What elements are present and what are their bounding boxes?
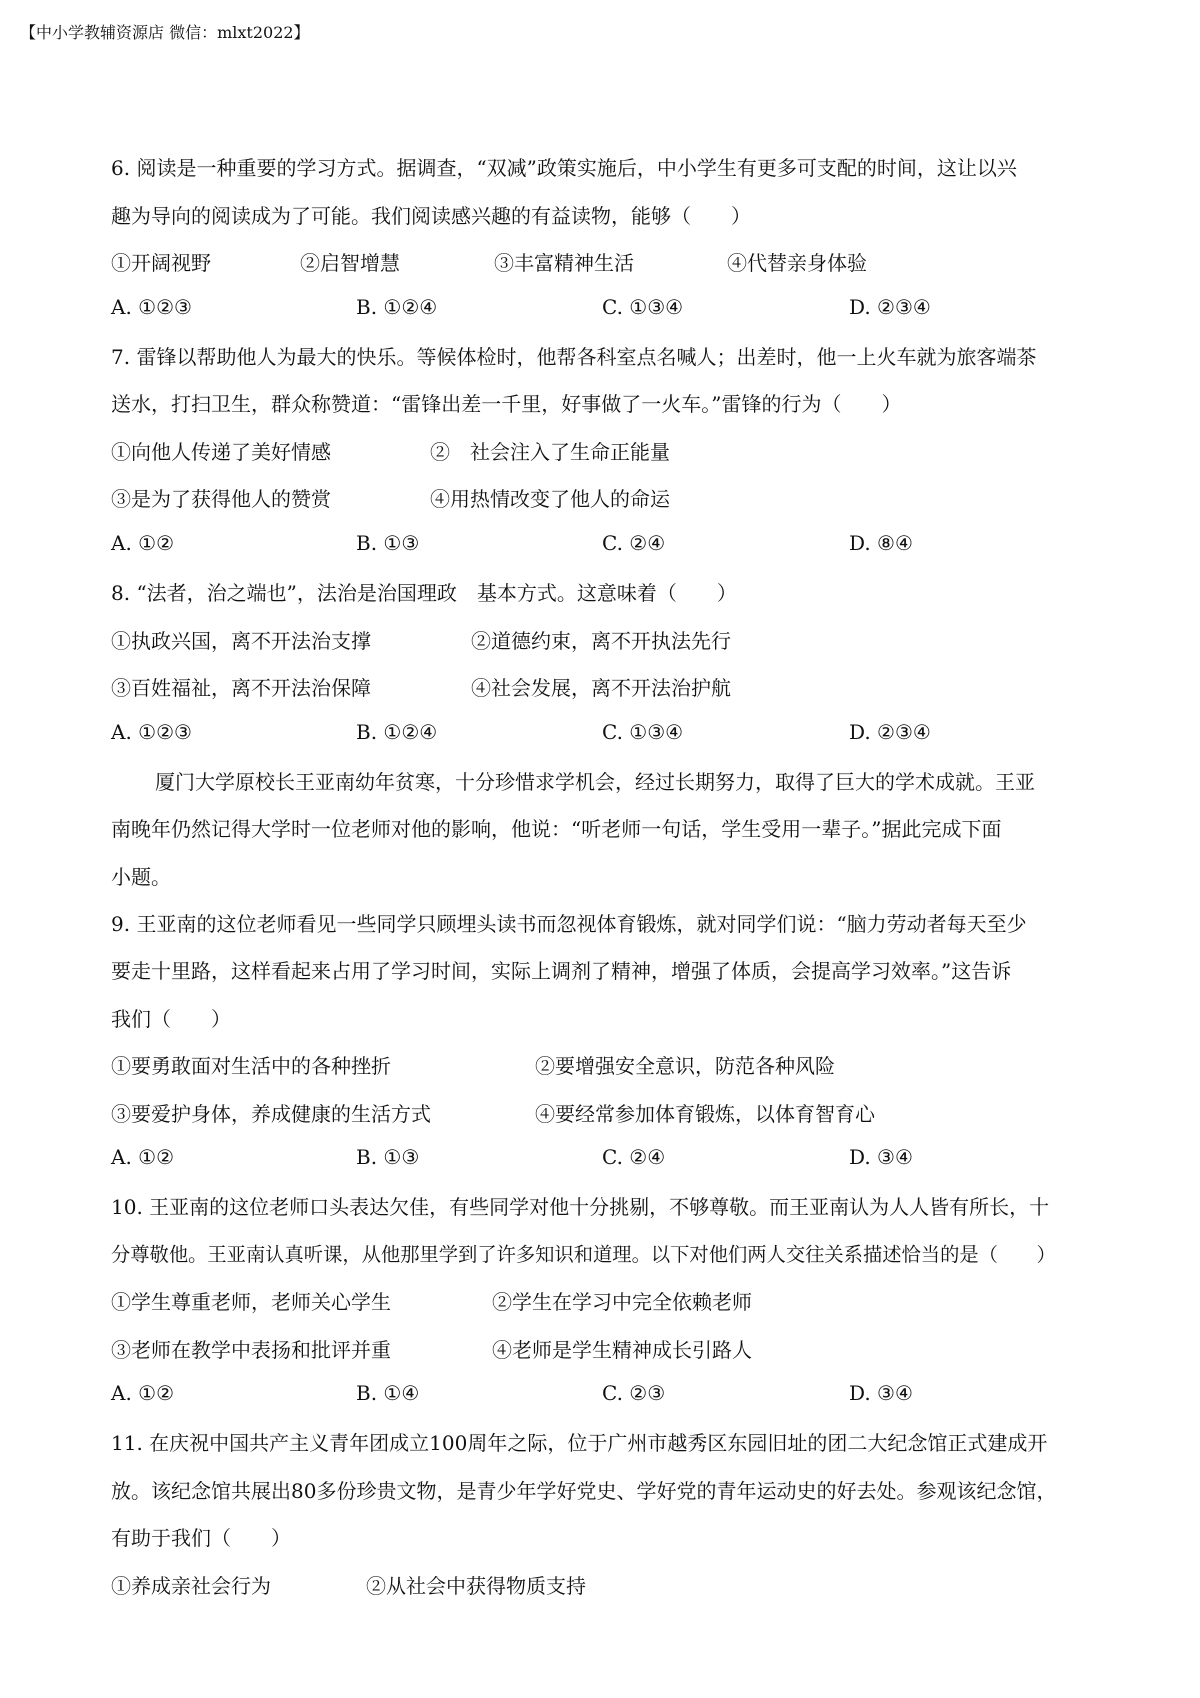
q11-options-row1 [0, 1570, 1200, 1600]
q8-option-2: ②道德约束，离不开执法先行 [471, 629, 731, 653]
q10-choice-a: A. ①② [111, 1381, 175, 1405]
q9-option-1: ①要勇敢面对生活中的各种挫折 [111, 1054, 391, 1078]
q7-choices-row [0, 531, 1200, 561]
passage-line1: 厦门大学原校长王亚南幼年贫寒，十分珍惜求学机会，经过长期努力，取得了巨大的学术成就。王亚 [155, 770, 1035, 794]
q10-option-2: ②学生在学习中完全依赖老师 [492, 1290, 752, 1314]
q11-stem-line3: 有助于我们（ ） [111, 1526, 291, 1550]
q8-choices-row [0, 720, 1200, 750]
q7-option-2: ② 社会注入了生命正能量 [430, 440, 670, 464]
q10-option-3: ③老师在教学中表扬和批评并重 [111, 1338, 391, 1362]
q10-options-row1 [0, 1286, 1200, 1316]
q9-choice-b: B. ①③ [356, 1145, 420, 1169]
q7-stem-line2: 送水，打扫卫生，群众称赞道：“雷锋出差一千里，好事做了一火车。”雷锋的行为（ ） [111, 392, 902, 416]
q7-options-row1 [0, 436, 1200, 466]
q9-choice-a: A. ①② [111, 1145, 175, 1169]
q10-choices-row [0, 1381, 1200, 1411]
passage-line3: 小题。 [111, 865, 171, 889]
q10-options-row2 [0, 1334, 1200, 1364]
q6-choice-b: B. ①②④ [356, 295, 438, 319]
q6-choice-d: D. ②③④ [849, 295, 931, 319]
q6-stem-line2: 趣为导向的阅读成为了可能。我们阅读感兴趣的有益读物，能够（ ） [111, 204, 751, 228]
q10-choice-d: D. ③④ [849, 1381, 913, 1405]
q11-stem-line2: 放。该纪念馆共展出80多份珍贵文物，是青少年学好党史、学好党的青年运动史的好去处。参观该纪念馆， [111, 1479, 1057, 1503]
q7-choice-a: A. ①② [111, 531, 175, 555]
q8-option-1: ①执政兴国，离不开法治支撑 [111, 629, 371, 653]
q10-choice-c: C. ②③ [602, 1381, 666, 1405]
q9-stem-line3: 我们（ ） [111, 1007, 231, 1031]
q7-choice-d: D. ⑧④ [849, 531, 913, 555]
q6-option-4: ④代替亲身体验 [727, 251, 867, 275]
q8-choice-d: D. ②③④ [849, 720, 931, 744]
q9-choice-d: D. ③④ [849, 1145, 913, 1169]
q10-choice-b: B. ①④ [356, 1381, 420, 1405]
q7-options-row2 [0, 483, 1200, 513]
passage-line2: 南晚年仍然记得大学时一位老师对他的影响，他说：“听老师一句话，学生受用一辈子。”据此完成下面 [111, 817, 1002, 841]
q11-option-1: ①养成亲社会行为 [111, 1574, 271, 1598]
q9-choices-row [0, 1145, 1200, 1175]
q7-stem-line1: 7. 雷锋以帮助他人为最大的快乐。等候体检时，他帮各科室点名喊人；出差时，他一上火车就为旅客端茶 [111, 345, 1037, 369]
q11-stem-line1: 11. 在庆祝中国共产主义青年团成立100周年之际，位于广州市越秀区东园旧址的团二大纪念馆正式建成开 [111, 1431, 1048, 1455]
q6-option-1: ①开阔视野 [111, 251, 211, 275]
q7-choice-b: B. ①③ [356, 531, 420, 555]
q9-options-row2 [0, 1098, 1200, 1128]
q7-choice-c: C. ②④ [602, 531, 666, 555]
q10-option-1: ①学生尊重老师，老师关心学生 [111, 1290, 391, 1314]
q6-option-3: ③丰富精神生活 [494, 251, 634, 275]
q6-choice-c: C. ①③④ [602, 295, 684, 319]
q8-choice-a: A. ①②③ [111, 720, 192, 744]
q8-options-row1 [0, 625, 1200, 655]
q6-option-2: ②启智增慧 [300, 251, 400, 275]
q6-choice-a: A. ①②③ [111, 295, 192, 319]
q7-option-1: ①向他人传递了美好情感 [111, 440, 331, 464]
q11-option-2: ②从社会中获得物质支持 [366, 1574, 586, 1598]
q9-stem-line1: 9. 王亚南的这位老师看见一些同学只顾埋头读书而忽视体育锻炼，就对同学们说：“脑力劳动者每天至少 [111, 912, 1027, 936]
q8-choice-b: B. ①②④ [356, 720, 438, 744]
q9-choice-c: C. ②④ [602, 1145, 666, 1169]
q9-stem-line2: 要走十里路，这样看起来占用了学习时间，实际上调剂了精神，增强了体质，会提高学习效率。”这告诉 [111, 959, 1012, 983]
q10-stem-line1: 10. 王亚南的这位老师口头表达欠佳，有些同学对他十分挑剔，不够尊敬。而王亚南认为人人皆有所长，十 [111, 1195, 1050, 1219]
q7-option-3: ③是为了获得他人的赞赏 [111, 487, 331, 511]
q10-option-4: ④老师是学生精神成长引路人 [492, 1338, 752, 1362]
q7-option-4: ④用热情改变了他人的命运 [430, 487, 670, 511]
q8-option-3: ③百姓福祉，离不开法治保障 [111, 676, 371, 700]
q6-choices-row [0, 295, 1200, 325]
q9-option-3: ③要爱护身体，养成健康的生活方式 [111, 1102, 431, 1126]
q8-stem-line1: 8. “法者，治之端也”，法治是治国理政 基本方式。这意味着（ ） [111, 581, 737, 605]
q10-stem-line2: 分尊敬他。王亚南认真听课，从他那里学到了许多知识和道理。以下对他们两人交往关系描述恰当的是（ ） [111, 1243, 1056, 1266]
q8-option-4: ④社会发展，离不开法治护航 [471, 676, 731, 700]
q9-option-4: ④要经常参加体育锻炼，以体育智育心 [535, 1102, 875, 1126]
q9-option-2: ②要增强安全意识，防范各种风险 [535, 1054, 835, 1078]
q8-options-row2 [0, 672, 1200, 702]
q9-options-row1 [0, 1050, 1200, 1080]
q6-options-row [0, 247, 1200, 277]
watermark-header: 【中小学教辅资源店 微信：mlxt2022】 [20, 23, 310, 42]
q8-choice-c: C. ①③④ [602, 720, 684, 744]
q6-stem-line1: 6. 阅读是一种重要的学习方式。据调查，“双减”政策实施后，中小学生有更多可支配的时间，这让以兴 [111, 156, 1017, 180]
